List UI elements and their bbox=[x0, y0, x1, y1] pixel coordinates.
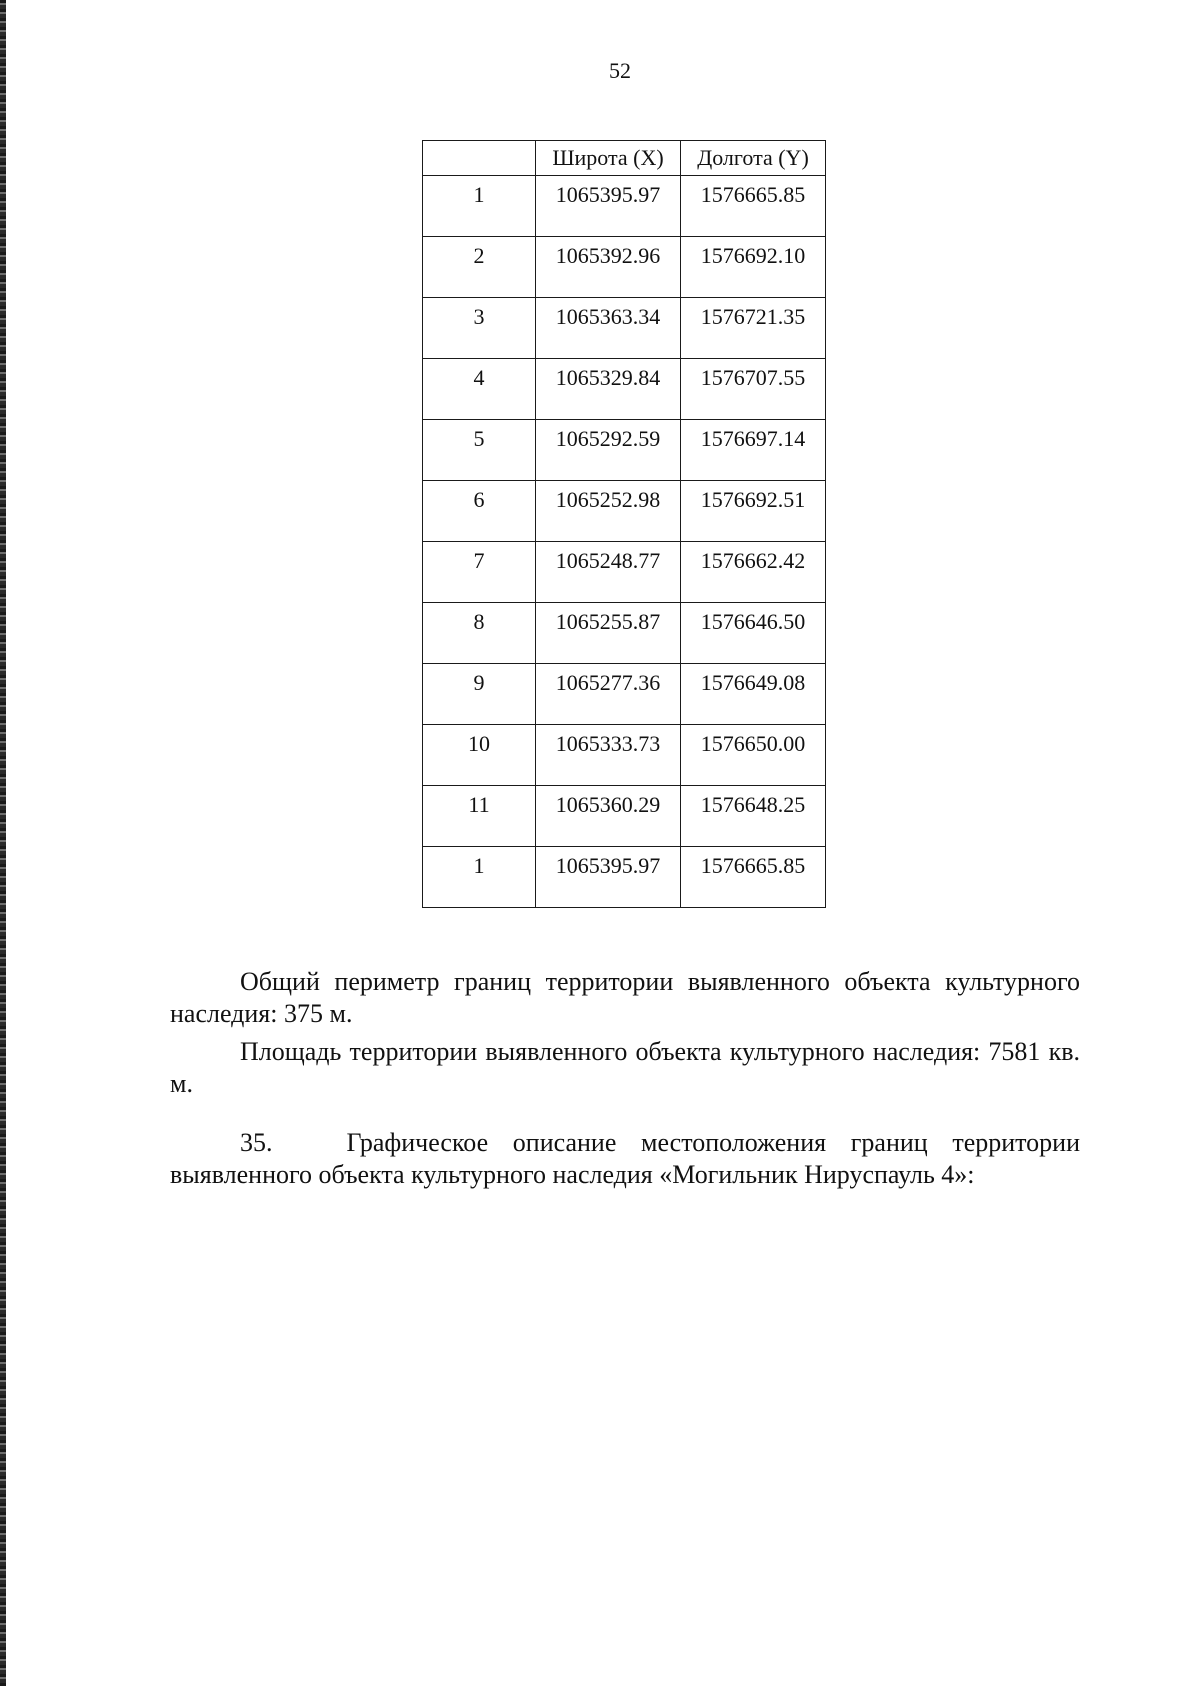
table-row bbox=[423, 237, 826, 298]
point-number: 9 bbox=[423, 664, 536, 725]
coordinates-table bbox=[422, 140, 826, 908]
latitude-value: 1065395.97 bbox=[536, 176, 681, 237]
header-longitude: Долгота (Y) bbox=[681, 141, 826, 176]
longitude-value: 1576665.85 bbox=[681, 176, 826, 237]
point-number: 2 bbox=[423, 237, 536, 298]
longitude-value: 1576648.25 bbox=[681, 786, 826, 847]
longitude-value: 1576697.14 bbox=[681, 420, 826, 481]
table-row bbox=[423, 847, 826, 908]
longitude-value: 1576649.08 bbox=[681, 664, 826, 725]
section-number: 35. bbox=[240, 1128, 273, 1157]
area-text: Площадь территории выявленного объекта культурного наследия: 7581 кв. м. bbox=[170, 1037, 1080, 1098]
longitude-value: 1576650.00 bbox=[681, 725, 826, 786]
header-latitude: Широта (X) bbox=[536, 141, 681, 176]
table-row bbox=[423, 786, 826, 847]
point-number: 8 bbox=[423, 603, 536, 664]
latitude-value: 1065333.73 bbox=[536, 725, 681, 786]
table-header-row bbox=[423, 141, 826, 176]
point-number: 1 bbox=[423, 176, 536, 237]
perimeter-text: Общий периметр границ территории выявленного объекта культурного наследия: 375 м. bbox=[170, 967, 1080, 1028]
latitude-value: 1065277.36 bbox=[536, 664, 681, 725]
section-35-paragraph bbox=[170, 1127, 1080, 1191]
section-text-line bbox=[170, 1127, 1080, 1191]
table-row bbox=[423, 298, 826, 359]
table-row bbox=[423, 664, 826, 725]
latitude-value: 1065395.97 bbox=[536, 847, 681, 908]
longitude-value: 1576707.55 bbox=[681, 359, 826, 420]
longitude-value: 1576662.42 bbox=[681, 542, 826, 603]
point-number: 4 bbox=[423, 359, 536, 420]
longitude-value: 1576665.85 bbox=[681, 847, 826, 908]
point-number: 7 bbox=[423, 542, 536, 603]
point-number: 6 bbox=[423, 481, 536, 542]
longitude-value: 1576692.10 bbox=[681, 237, 826, 298]
latitude-value: 1065252.98 bbox=[536, 481, 681, 542]
latitude-value: 1065292.59 bbox=[536, 420, 681, 481]
point-number: 11 bbox=[423, 786, 536, 847]
latitude-value: 1065363.34 bbox=[536, 298, 681, 359]
longitude-value: 1576646.50 bbox=[681, 603, 826, 664]
area-paragraph bbox=[170, 1036, 1080, 1100]
longitude-value: 1576721.35 bbox=[681, 298, 826, 359]
latitude-value: 1065248.77 bbox=[536, 542, 681, 603]
point-number: 3 bbox=[423, 298, 536, 359]
point-number: 5 bbox=[423, 420, 536, 481]
point-number: 1 bbox=[423, 847, 536, 908]
latitude-value: 1065392.96 bbox=[536, 237, 681, 298]
table-row bbox=[423, 359, 826, 420]
latitude-value: 1065255.87 bbox=[536, 603, 681, 664]
table-row bbox=[423, 725, 826, 786]
perimeter-paragraph bbox=[170, 966, 1080, 1030]
table-row bbox=[423, 603, 826, 664]
table-row bbox=[423, 176, 826, 237]
section-text: Графическое описание местоположения границ территории выявленного объекта культурного наследия «Могильник Нируспауль 4»: bbox=[170, 1128, 1081, 1189]
header-number bbox=[423, 141, 536, 176]
page-number: 52 bbox=[609, 58, 631, 83]
table-row bbox=[423, 481, 826, 542]
table-row bbox=[423, 420, 826, 481]
latitude-value: 1065329.84 bbox=[536, 359, 681, 420]
latitude-value: 1065360.29 bbox=[536, 786, 681, 847]
scan-edge bbox=[0, 0, 6, 1686]
longitude-value: 1576692.51 bbox=[681, 481, 826, 542]
point-number: 10 bbox=[423, 725, 536, 786]
table-row bbox=[423, 542, 826, 603]
